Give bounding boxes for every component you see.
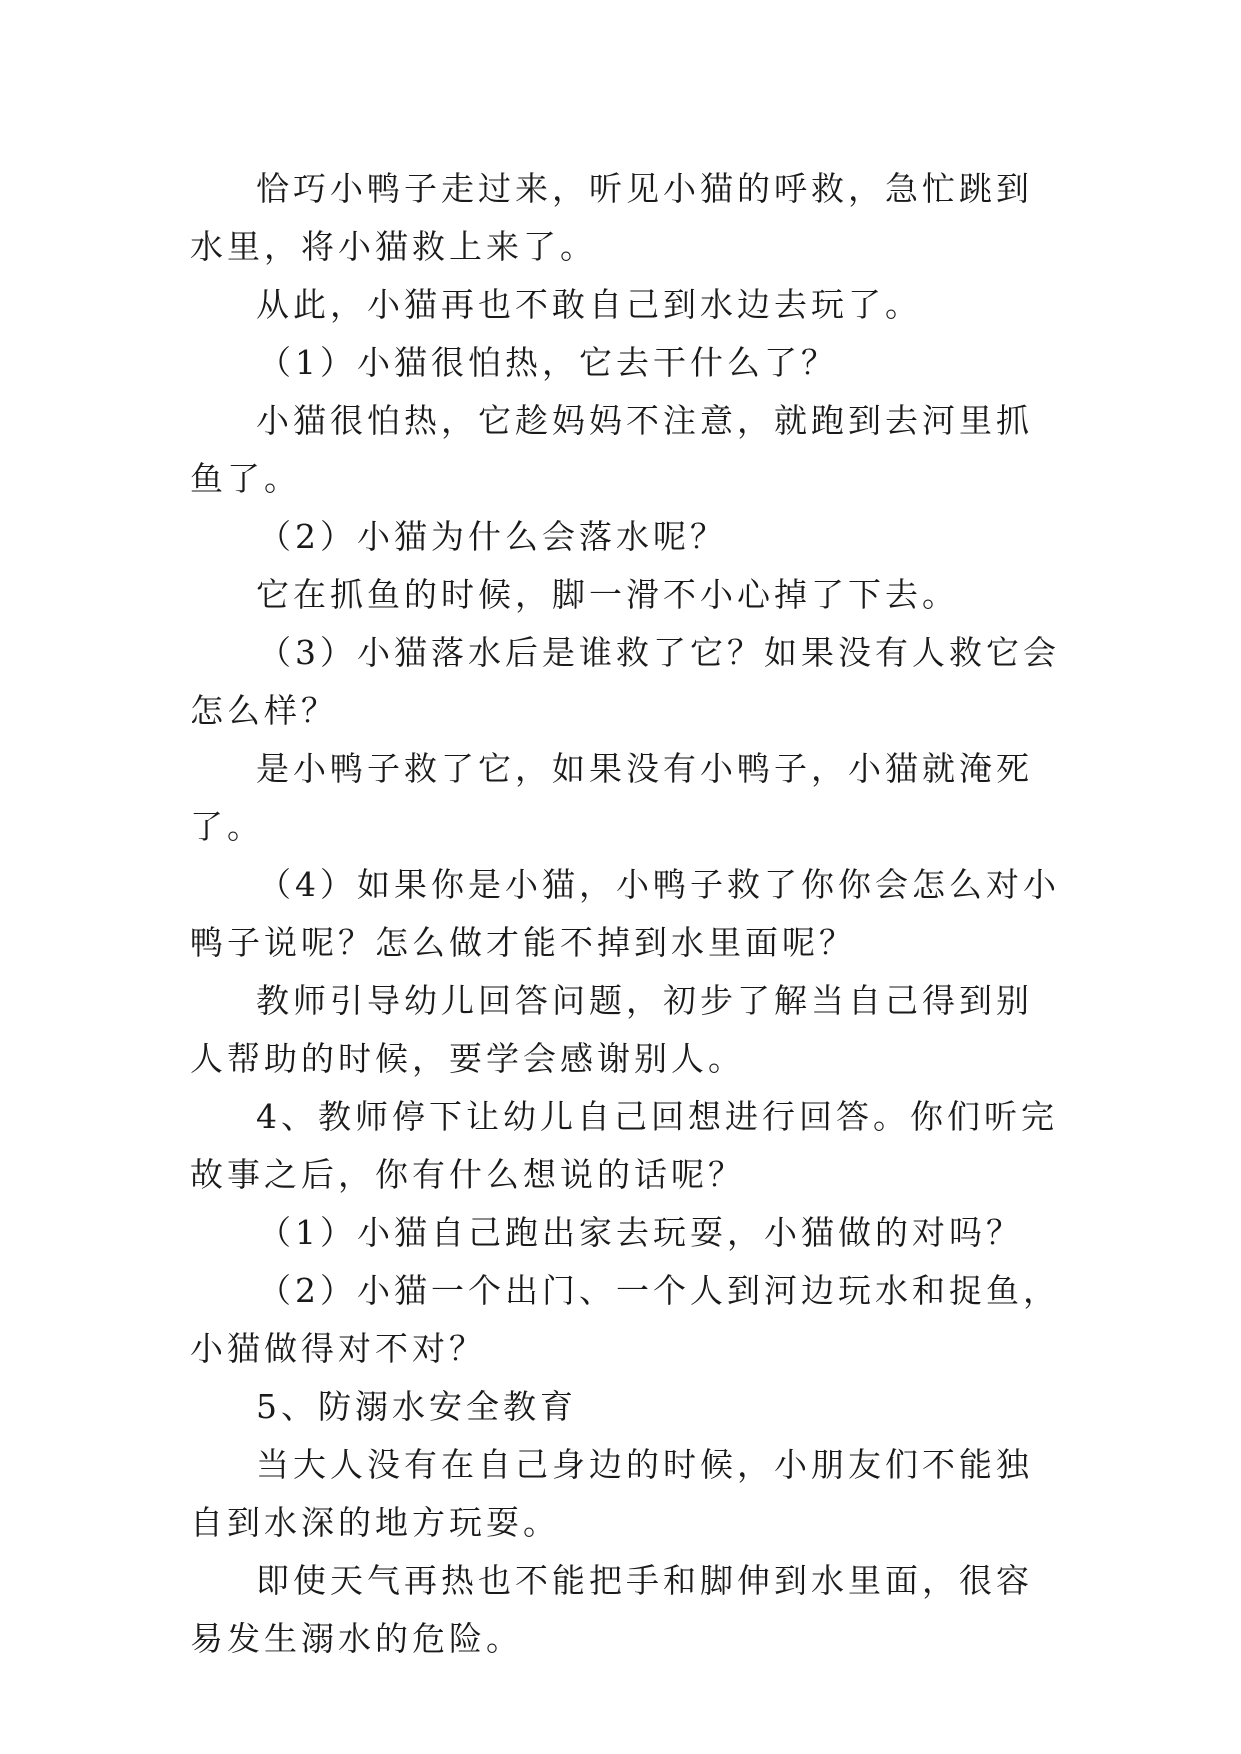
question-1: （1）小猫很怕热，它去干什么了？ — [258, 343, 838, 382]
safety-tip-1: 当大人没有在自己身边的时候，小朋友们不能独自到水深的地方玩耍。 — [190, 1445, 1033, 1542]
step-4-question-1: （1）小猫自己跑出家去玩耍，小猫做的对吗？ — [258, 1213, 1023, 1252]
step-4-question-2: （2）小猫一个出门、一个人到河边玩水和捉鱼，小猫做得对不对？ — [190, 1271, 1060, 1368]
question-2: （2）小猫为什么会落水呢？ — [258, 517, 727, 556]
question-4: （4）如果你是小猫，小鸭子救了你你会怎么对小鸭子说呢？怎么做才能不掉到水里面呢？ — [190, 865, 1060, 962]
safety-tip-2: 即使天气再热也不能把手和脚伸到水里面，很容易发生溺水的危险。 — [190, 1561, 1033, 1658]
step-5-heading: 5、防溺水安全教育 — [256, 1387, 577, 1426]
paragraph-since-then: 从此，小猫再也不敢自己到水边去玩了。 — [256, 285, 922, 324]
document-body — [190, 160, 1060, 1668]
teacher-guidance: 教师引导幼儿回答问题，初步了解当自己得到别人帮助的时候，要学会感谢别人。 — [190, 981, 1033, 1078]
step-4: 4、教师停下让幼儿自己回想进行回答。你们听完故事之后，你有什么想说的话呢？ — [190, 1097, 1058, 1194]
paragraph-rescue: 恰巧小鸭子走过来，听见小猫的呼救，急忙跳到水里，将小猫救上来了。 — [190, 169, 1033, 266]
answer-3: 是小鸭子救了它，如果没有小鸭子，小猫就淹死了。 — [190, 749, 1033, 846]
question-3: （3）小猫落水后是谁救了它？如果没有人救它会怎么样？ — [190, 633, 1060, 730]
answer-2: 它在抓鱼的时候，脚一滑不小心掉了下去。 — [256, 575, 959, 614]
answer-1: 小猫很怕热，它趁妈妈不注意，就跑到去河里抓鱼了。 — [190, 401, 1033, 498]
